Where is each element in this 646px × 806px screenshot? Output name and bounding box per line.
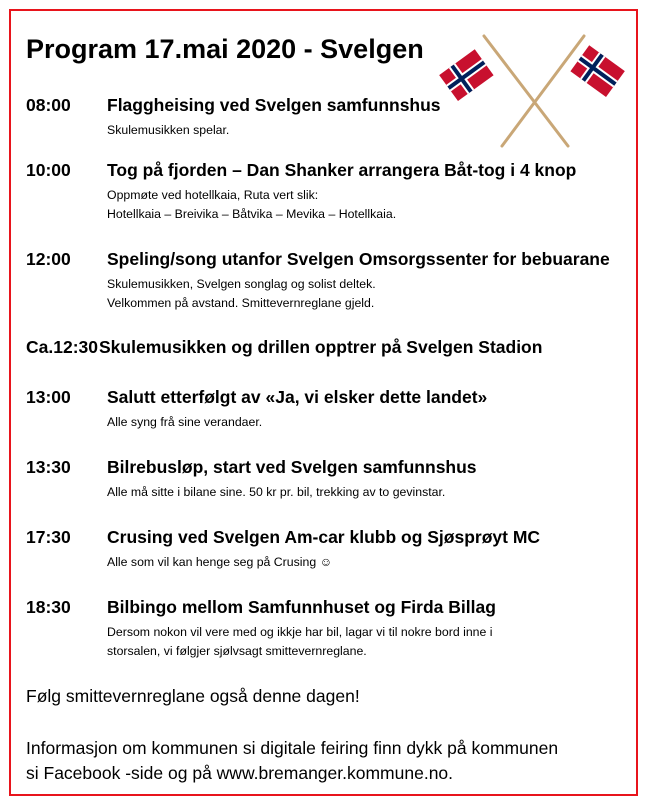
entry-heading: Bilbingo mellom Samfunnhuset og Firda Billag bbox=[107, 597, 496, 617]
entry-time: 13:30 bbox=[26, 457, 71, 477]
entry-description-line: Alle som vil kan henge seg på Crusing ☺ bbox=[107, 555, 333, 569]
norwegian-flags-icon bbox=[436, 22, 632, 152]
entry-heading: Bilrebusløp, start ved Svelgen samfunnshus bbox=[107, 457, 477, 477]
entry-description-line: Alle må sitte i bilane sine. 50 kr pr. bil, trekking av to gevinstar. bbox=[107, 485, 446, 499]
entry-description-line: Skulemusikken, Svelgen songlag og solist deltek. bbox=[107, 277, 376, 291]
entry-description bbox=[107, 186, 396, 224]
entry-time: 10:00 bbox=[26, 160, 71, 180]
entry-heading: Speling/song utanfor Svelgen Omsorgssenter for bebuarane bbox=[107, 249, 610, 269]
entry-time: 17:30 bbox=[26, 527, 71, 547]
entry-description bbox=[107, 623, 492, 661]
entry-time: 08:00 bbox=[26, 95, 71, 115]
info-line-1: Informasjon om kommunen si digitale feiring finn dykk på kommunen bbox=[26, 738, 559, 758]
entry-description-line: Velkommen på avstand. Smittevernreglane gjeld. bbox=[107, 296, 375, 310]
entry-description-line: storsalen, vi følgjer sjølvsagt smittevernreglane. bbox=[107, 644, 367, 658]
entry-heading: Salutt etterfølgt av «Ja, vi elsker dette landet» bbox=[107, 387, 488, 407]
entry-description-line: Alle syng frå sine verandaer. bbox=[107, 415, 263, 429]
entry-heading: Flaggheising ved Svelgen samfunnshus bbox=[107, 95, 441, 115]
entry-description bbox=[107, 121, 229, 140]
info-line-2: si Facebook -side og på www.bremanger.kommune.no. bbox=[26, 763, 454, 783]
entry-time: 18:30 bbox=[26, 597, 71, 617]
page-title: Program 17.mai 2020 - Svelgen bbox=[26, 34, 424, 64]
entry-description bbox=[107, 553, 332, 572]
entry-description-line: Skulemusikken spelar. bbox=[107, 123, 230, 137]
safety-notice: Følg smittevernreglane også denne dagen! bbox=[26, 686, 360, 706]
entry-heading: Tog på fjorden – Dan Shanker arrangera Båt-tog i 4 knop bbox=[107, 160, 577, 180]
entry-heading: Crusing ved Svelgen Am-car klubb og Sjøsprøyt MC bbox=[107, 527, 541, 547]
entry-description bbox=[107, 413, 262, 432]
entry-time: 13:00 bbox=[26, 387, 71, 407]
entry-heading: Skulemusikken og drillen opptrer på Svelgen Stadion bbox=[99, 337, 543, 357]
entry-description bbox=[107, 483, 445, 502]
entry-description-line: Dersom nokon vil vere med og ikkje har bil, lagar vi til nokre bord inne i bbox=[107, 625, 493, 639]
entry-description-line: Hotellkaia – Breivika – Båtvika – Mevika – Hotellkaia. bbox=[107, 207, 397, 221]
entry-description bbox=[107, 275, 376, 313]
entry-time: 12:00 bbox=[26, 249, 71, 269]
entry-time: Ca.12:30 bbox=[26, 337, 98, 357]
entry-description-line: Oppmøte ved hotellkaia, Ruta vert slik: bbox=[107, 188, 319, 202]
